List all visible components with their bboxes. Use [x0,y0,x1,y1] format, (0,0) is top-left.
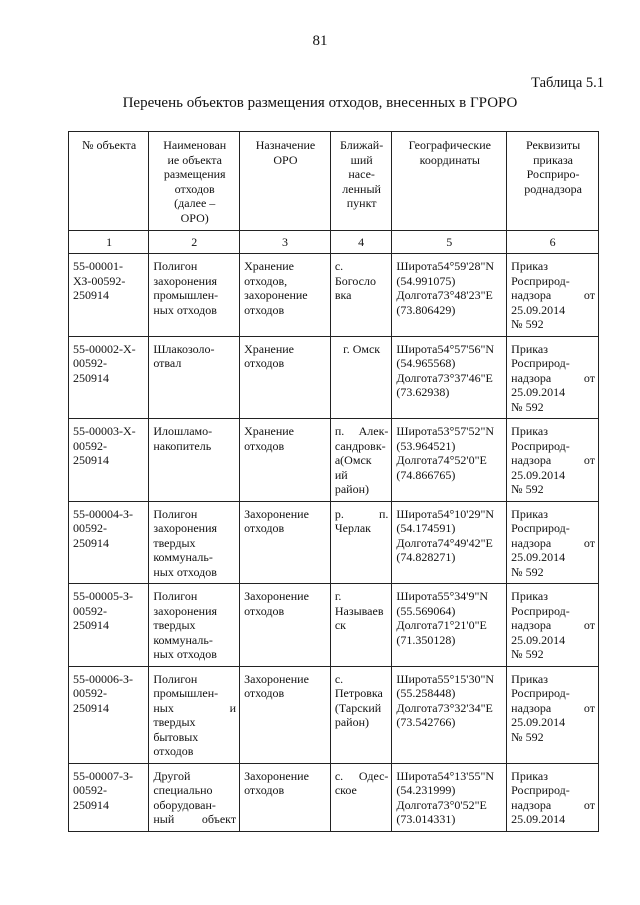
cell-line: Полигон [153,589,198,603]
cell-settlement [330,763,392,831]
cell-line: Долгота73°37'46"E [396,370,493,385]
cell-line: № 592 [511,647,544,661]
cell-line: Хранение [244,424,295,438]
cell-line: ных и [153,700,237,715]
cell-line: надзора от [511,288,595,302]
header-line: Наименован [163,138,227,152]
cell-line: ных отходов [153,647,217,661]
header-line: ОРО [273,152,298,167]
cell-line: Приказ [511,671,548,686]
cell-purpose [240,254,331,337]
cell-line: 00592- [73,521,107,535]
cell-line: Шлакозоло- [153,341,215,356]
cell-object-name [149,763,240,831]
cell-line: Хранение [244,341,295,356]
column-number: 4 [330,231,392,254]
cell-line: твердых [153,535,196,550]
cell-line: Широта54°57'56"N [396,341,495,356]
cell-line: (54.965568) [396,356,456,370]
table-row [69,336,599,419]
cell-line: Полигон [153,506,198,521]
cell-line: Полигон [153,259,198,273]
cell-coordinates [392,419,507,502]
cell-line: надзора от [511,453,595,467]
cell-coordinates [392,584,507,667]
cell-line: Полигон [153,671,198,686]
cell-line: отходов [244,356,285,370]
cell-line: 55-00003-Х- [73,424,136,438]
cell-coordinates [392,666,507,763]
table-row [69,763,599,831]
cell-line: твердых [153,618,196,632]
cell-coordinates [392,254,507,337]
cell-line: сандровк- [334,438,386,453]
cell-line: (73.014331) [396,812,456,826]
cell-object-name [149,336,240,419]
cell-line: Приказ [511,259,548,273]
header-line: Ближай- [340,138,384,152]
cell-line: Росприрод- [511,273,570,288]
cell-line: Широта55°34'9"N [396,589,489,603]
cell-line: ское [334,783,357,797]
header-line: Географические [408,138,491,152]
cell-object-number [69,419,149,502]
cell-coordinates [392,763,507,831]
cell-line: (54.231999) [396,783,456,797]
cell-line: Долгота74°52'0"E [396,453,487,467]
cell-object-number [69,336,149,419]
cell-line: оборудован- [153,797,216,812]
header-line: насе- [348,167,375,181]
cell-line: Захоронение [244,671,309,686]
cell-line: 250914 [73,453,109,467]
cell-line: Долгота73°48'23"E [396,288,493,302]
cell-line: 250914 [73,700,109,715]
header-object-name [149,132,240,231]
cell-object-name [149,254,240,337]
cell-settlement [330,666,392,763]
cell-line: Долгота71°21'0"E [396,618,487,632]
cell-settlement [330,419,392,502]
cell-line: 250914 [73,370,109,385]
cell-line: 250914 [73,797,109,812]
cell-line: 55-00006-З- [73,671,133,686]
header-line: Росприро- [526,167,580,181]
cell-line: с. [334,671,344,686]
header-line: Назначение [255,138,316,152]
cell-line: 25.09.2014 [511,632,566,647]
cell-line: район) [334,482,370,496]
cell-line: 25.09.2014 [511,467,566,482]
column-number: 3 [240,231,331,254]
cell-line: Приказ [511,768,548,783]
table-row [69,501,599,584]
header-order-details [507,132,599,231]
cell-object-number [69,254,149,337]
cell-line: г. Омск [343,341,381,356]
cell-order-details [507,501,599,584]
cell-settlement [330,584,392,667]
table-label: Таблица 5.1 [531,75,604,91]
cell-line: отходов [244,686,285,700]
cell-line: с. [334,259,344,273]
cell-line: ск [334,618,347,632]
cell-line: отходов [153,744,194,758]
cell-line: Петровка [334,686,383,700]
cell-line: 00592- [73,603,107,618]
cell-line: надзора от [511,370,595,385]
cell-line: (74.828271) [396,550,456,564]
cell-object-number [69,501,149,584]
cell-line: (55.569064) [396,603,456,618]
cell-line: отходов [244,302,285,317]
cell-line: коммуналь- [153,550,213,564]
cell-line: 25.09.2014 [511,385,566,399]
cell-line: № 592 [511,564,544,579]
cell-line: г. [334,589,342,603]
cell-object-name [149,501,240,584]
cell-line: ных отходов [153,564,217,579]
cell-line: № 592 [511,317,544,331]
cell-line: 25.09.2014 [511,715,566,729]
cell-line: Широта55°15'30"N [396,671,495,686]
document-title: Перечень объектов размещения отходов, внесенных в ГРОРО [122,95,518,111]
table-body [69,254,599,832]
cell-line: р. п. [334,506,389,521]
cell-line: ХЗ-00592- [73,273,126,288]
cell-line: № 592 [511,482,544,496]
column-number: 6 [507,231,599,254]
cell-line: (55.258448) [396,686,456,700]
cell-line: Приказ [511,341,548,356]
cell-order-details [507,584,599,667]
cell-line: отходов [244,783,285,797]
cell-line: Широта54°10'29"N [396,506,495,521]
cell-object-name [149,584,240,667]
cell-line: Росприрод- [511,783,570,797]
cell-line: Росприрод- [511,356,570,370]
cell-line: отходов, [244,273,288,288]
cell-line: Широта53°57'52"N [396,424,495,438]
column-number-row [69,231,599,254]
cell-line: Росприрод- [511,686,570,700]
cell-line: (74.866765) [396,467,456,482]
cell-object-number [69,666,149,763]
cell-line: Богосло [334,273,376,288]
column-number: 1 [69,231,149,254]
cell-line: Другой [153,768,191,783]
cell-object-number [69,763,149,831]
cell-line: захоронения [153,521,218,535]
cell-line: 25.09.2014 [511,812,566,826]
cell-line: 55-00002-Х- [73,341,136,356]
cell-line: Долгота73°32'34"E [396,700,493,715]
cell-coordinates [392,501,507,584]
cell-line: (73.542766) [396,715,456,729]
cell-line: надзора от [511,700,595,715]
cell-order-details [507,336,599,419]
table-row [69,254,599,337]
cell-line: специально [153,783,213,797]
cell-line: (54.991075) [396,273,456,288]
cell-line: 250914 [73,288,109,302]
cell-purpose [240,763,331,831]
cell-line: отвал [153,356,182,370]
cell-line: захоронение [244,288,308,302]
cell-line: 250914 [73,618,109,632]
cell-order-details [507,254,599,337]
cell-line: Захоронение [244,768,309,783]
cell-line: промышлен- [153,686,219,700]
cell-line: с. Одес- [334,768,389,783]
cell-line: 25.09.2014 [511,302,566,317]
cell-line: 00592- [73,356,107,370]
cell-line: вка [334,288,352,302]
cell-line: п. Алек- [334,424,389,438]
cell-order-details [507,763,599,831]
table-header [69,132,599,254]
header-line: приказа [533,152,574,167]
cell-line: Долгота74°49'42"E [396,535,493,550]
cell-settlement [330,336,392,419]
cell-settlement [330,254,392,337]
cell-order-details [507,666,599,763]
cell-line: 00592- [73,438,107,453]
cell-line: надзора от [511,535,595,550]
header-coordinates [392,132,507,231]
header-line: пункт [346,196,377,210]
cell-line: (Тарский [334,700,382,715]
table-row [69,419,599,502]
cell-line: Росприрод- [511,521,570,535]
cell-line: надзора от [511,797,595,812]
cell-line: Захоронение [244,589,309,603]
cell-line: захоронения [153,603,218,618]
cell-line: ных отходов [153,302,217,317]
table-row [69,666,599,763]
cell-line: 55-00007-З- [73,768,133,783]
cell-line: накопитель [153,438,212,453]
cell-line: твердых [153,715,196,729]
cell-line: Хранение [244,259,295,273]
header-line: роднадзора [524,181,582,196]
column-number: 5 [392,231,507,254]
column-number: 2 [149,231,240,254]
header-line: ший [350,152,373,167]
cell-line: коммуналь- [153,632,213,647]
cell-line: ий [334,467,348,482]
waste-facilities-table [68,131,599,832]
cell-line: № 592 [511,399,544,414]
header-line: ие объекта [167,152,222,167]
cell-line: Захоронение [244,506,309,521]
cell-line: 55-00004-З- [73,506,133,521]
cell-line: Называев [334,603,384,618]
cell-purpose [240,419,331,502]
cell-line: Широта54°13'55"N [396,768,495,783]
cell-purpose [240,666,331,763]
header-row [69,132,599,231]
cell-settlement [330,501,392,584]
header-line: отходов [174,181,215,196]
cell-order-details [507,419,599,502]
cell-line: Приказ [511,589,548,603]
page-number: 81 [312,33,328,49]
cell-line: (71.350128) [396,632,456,647]
cell-line: Долгота73°0'52"E [396,797,487,812]
cell-line: Приказ [511,506,548,521]
cell-line: захоронения [153,273,218,288]
cell-line: (54.174591) [396,521,456,535]
table-row [69,584,599,667]
cell-line: Приказ [511,424,548,438]
cell-line: № 592 [511,729,544,744]
cell-coordinates [392,336,507,419]
cell-line: 55-00005-З- [73,589,133,603]
cell-line: отходов [244,438,285,453]
cell-line: отходов [244,603,285,618]
cell-line: Росприрод- [511,438,570,453]
cell-purpose [240,336,331,419]
cell-line: Илошламо- [153,424,213,438]
header-object-number: № объекта [69,132,149,231]
cell-object-number [69,584,149,667]
cell-line: 250914 [73,535,109,550]
cell-object-name [149,666,240,763]
cell-line: (73.806429) [396,302,456,317]
cell-line: Росприрод- [511,603,570,618]
cell-line: 00592- [73,783,107,797]
cell-line: 55-00001- [73,259,123,273]
cell-line: ный объект [153,812,237,826]
cell-line: 00592- [73,686,107,700]
cell-line: отходов [244,521,285,535]
cell-purpose [240,584,331,667]
cell-line: (73.62938) [396,385,450,399]
header-line: Реквизиты [525,138,581,152]
header-settlement [330,132,392,231]
header-line: (далее – [174,196,216,210]
header-line: координаты [419,152,480,167]
cell-line: Широта54°59'28"N [396,259,495,273]
cell-object-name [149,419,240,502]
header-purpose [240,132,331,231]
header-line: ленный [342,181,381,196]
cell-line: Черлак [334,521,371,535]
cell-line: (53.964521) [396,438,456,453]
cell-line: 25.09.2014 [511,550,566,564]
header-line: ОРО) [180,210,209,225]
cell-purpose [240,501,331,584]
header-line: размещения [163,167,226,181]
cell-line: а(Омск [334,453,372,467]
cell-line: район) [334,715,370,729]
cell-line: промышлен- [153,288,219,302]
cell-line: бытовых [153,729,199,744]
cell-line: надзора от [511,618,595,632]
